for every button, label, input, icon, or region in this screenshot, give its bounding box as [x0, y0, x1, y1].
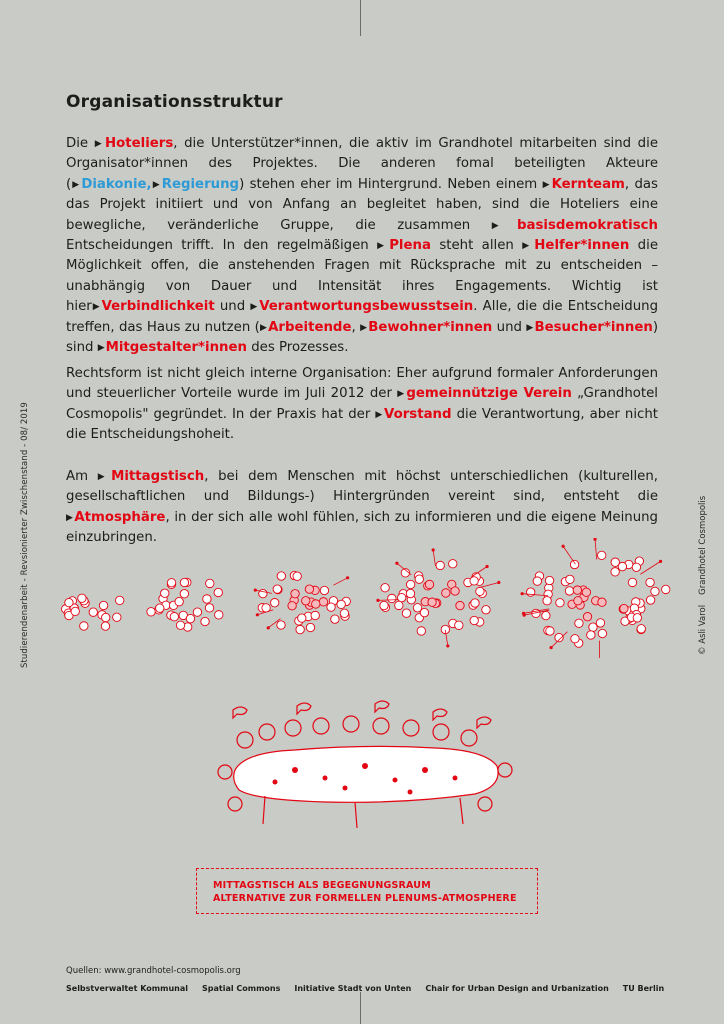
text-run: ) stehen eher im Hintergrund. Neben einem: [239, 176, 543, 192]
triangle-marker-icon: ▶: [66, 512, 74, 523]
paragraph-organisation: [66, 134, 658, 358]
triangle-marker-icon: ▶: [360, 322, 368, 333]
side-note-left: Studierendenarbeit - Revsionierter Zwischenstand - 08/ 2019: [20, 402, 30, 668]
people-cluster-illustration: [40, 538, 680, 658]
triangle-marker-icon: ▶: [250, 302, 259, 313]
credit: © Asli Varol: [698, 604, 708, 655]
text-run: die Möglichkeit offen, die anstehenden Fragen mit Rücksprache mit zu entscheiden – unabhängig von Dauer und Intensität ihres Engagements. Wichtig ist hier: [66, 238, 658, 315]
triangle-marker-icon: ▶: [151, 179, 161, 190]
keyword: gemeinnützige Verein: [406, 386, 572, 402]
caption-box: [196, 868, 538, 914]
triangle-marker-icon: ▶: [397, 389, 406, 400]
people-cluster: [521, 538, 670, 658]
triangle-marker-icon: ▶: [491, 220, 517, 231]
keyword: Verbindlichkeit: [101, 299, 215, 315]
text-run: die Verantwortung, aber nicht die Entscheidungshoheit.: [66, 406, 658, 443]
text-run: steht allen: [430, 238, 523, 254]
text-run: des Prozesses.: [247, 340, 349, 356]
text-run: , in der sich alle wohl fühlen, sich zu informieren und die eigene Meinung einzubringen.: [66, 509, 659, 546]
text-run: ) sind: [66, 319, 659, 356]
footer-item: TU Berlin: [622, 984, 665, 993]
triangle-marker-icon: ▶: [97, 472, 111, 482]
text-run: „Grandhotel Cosmopolis" gegründet. In der Praxis hat der: [66, 386, 658, 422]
triangle-marker-icon: ▶: [375, 409, 384, 420]
footer-credits: [66, 984, 666, 993]
footer-item: Initiative Stadt von Unten: [294, 984, 412, 993]
keyword: Plena: [389, 238, 431, 254]
keyword: Vorstand: [384, 406, 452, 422]
keyword: Mitgestalter*innen: [105, 340, 247, 356]
keyword: Arbeitende: [268, 319, 352, 335]
text-run: Entscheidungen trifft. In den regelmäßigen: [66, 238, 378, 254]
paragraph-rechtsform: [66, 364, 658, 446]
side-note-right: [698, 496, 708, 655]
text-run: ,: [351, 319, 361, 335]
people-cluster: [147, 578, 223, 631]
triangle-marker-icon: ▶: [526, 322, 534, 333]
triangle-marker-icon: ▶: [91, 302, 101, 313]
text-run: und: [214, 299, 251, 315]
dining-table-illustration: [205, 700, 515, 830]
keyword: Mittagstisch: [111, 469, 205, 484]
sources: Quellen: www.grandhotel-cosmopolis.org: [66, 966, 241, 976]
people-cluster: [254, 571, 351, 633]
caption-line-1: MITTAGSTISCH ALS BEGEGNUNGSRAUM: [213, 880, 431, 891]
text-run: . Alle, die die Entscheidung treffen, das Haus zu nutzen (: [66, 299, 659, 335]
triangle-marker-icon: ▶: [94, 139, 104, 149]
text-run: , das das Projekt initiiert und von Anfang an begleitet haben, sind die Hoteliers eine bewegliche, veränderliche Gruppe, die zusammen: [66, 176, 658, 233]
people-cluster: [62, 594, 124, 630]
text-run: , die Unterstützer*innen, die aktiv im Grandhotel mitarbeiten sind die Organisator*innen des Projektes. Die anderen fomal beteiligten Akteure (: [66, 136, 658, 192]
keyword: Verantwortungsbewusstsein: [259, 299, 474, 315]
text-run: Am: [66, 469, 98, 484]
triangle-marker-icon: ▶: [71, 179, 81, 190]
footer-item: Chair for Urban Design and Urbanization: [425, 984, 609, 993]
triangle-marker-icon: ▶: [97, 343, 105, 354]
keyword: Diakonie,: [81, 176, 152, 192]
keyword: Regierung: [161, 176, 240, 192]
people-cluster: [376, 548, 500, 647]
project-name: Grandhotel Cosmopolis: [698, 495, 708, 595]
keyword: Besucher*innen: [534, 319, 653, 335]
crop-mark-bottom: [360, 992, 361, 1024]
keyword: Helfer*innen: [534, 238, 630, 254]
keyword: Atmosphäre: [74, 509, 166, 525]
page-title: Organisationsstruktur: [66, 92, 283, 112]
text-run: Rechtsform ist nicht gleich interne Organisation: Eher aufgrund formaler Anforderungen und steuerlicher Vorteile wurde im Juli 2012 der: [66, 366, 658, 402]
crop-mark-top: [360, 0, 361, 36]
text-run: Die: [66, 136, 95, 151]
keyword: Bewohner*innen: [368, 319, 493, 335]
footer-item: Spatial Commons: [201, 984, 281, 993]
caption-line-2: ALTERNATIVE ZUR FORMELLEN PLENUMS-ATMOSPHERE: [213, 893, 517, 904]
triangle-marker-icon: ▶: [259, 322, 268, 333]
triangle-marker-icon: ▶: [377, 241, 389, 252]
keyword: basisdemokratisch: [517, 217, 658, 233]
footer-item: Selbstverwaltet Kommunal: [66, 984, 188, 993]
keyword: Hoteliers: [105, 136, 174, 151]
paragraph-mittagstisch: [66, 467, 658, 549]
triangle-marker-icon: ▶: [522, 241, 534, 252]
text-run: , bei dem Menschen mit höchst unterschiedlichen (kulturellen, gesellschaftlichen und Bildungs-) Hintergründen vereint sind, entsteht die: [66, 469, 658, 505]
triangle-marker-icon: ▶: [542, 179, 551, 190]
text-run: und: [492, 319, 527, 335]
keyword: Kernteam: [551, 176, 625, 192]
